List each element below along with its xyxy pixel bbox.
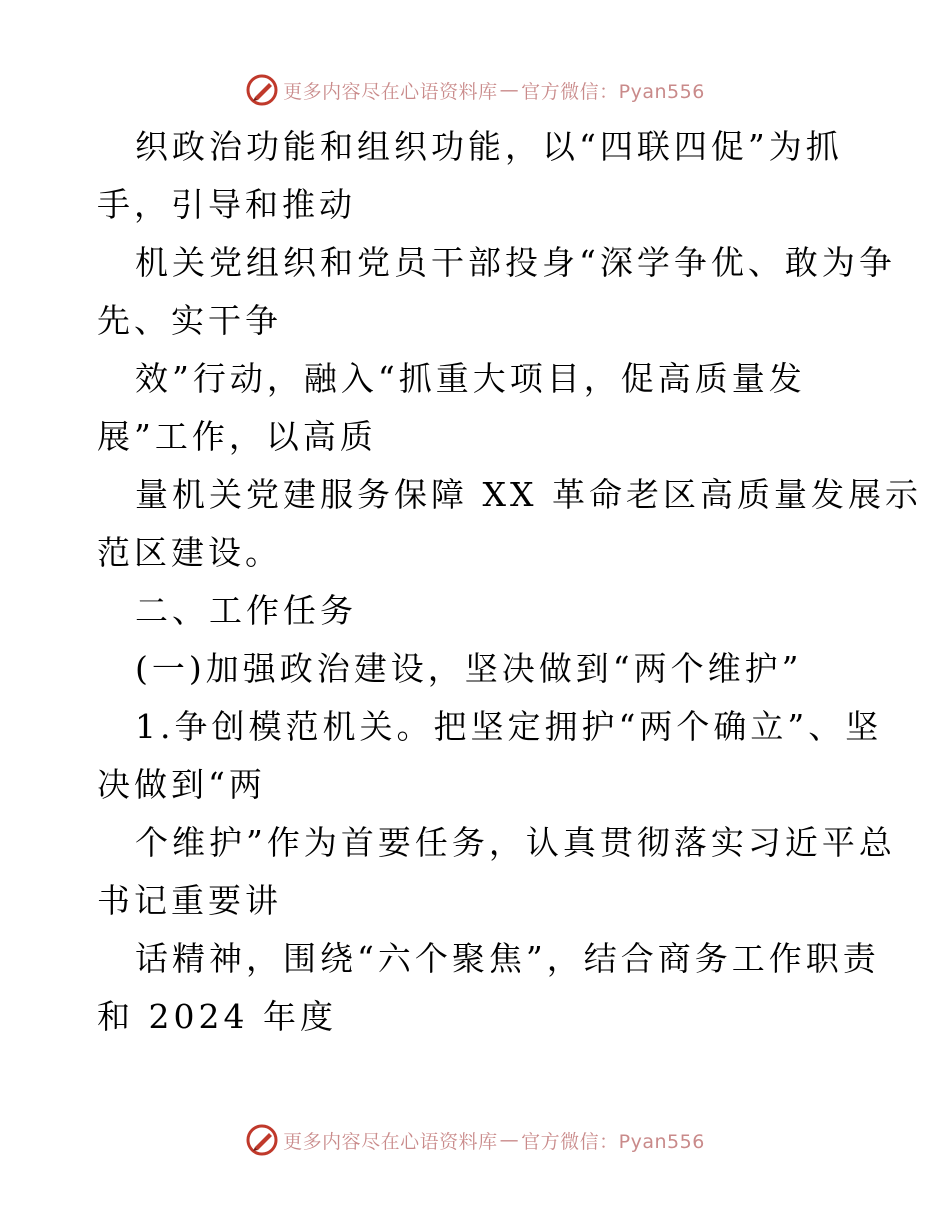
watermark-text: 更多内容尽在心语资料库 <box>283 1130 498 1153</box>
watermark-wechat: 官方微信：Pyan556 <box>521 1130 705 1153</box>
pen-logo-icon <box>245 73 279 107</box>
text-line: 书记重要讲 <box>97 881 282 920</box>
text-line: 效”行动，融入“抓重大项目，促高质量发 <box>135 359 806 398</box>
watermark-wechat: 官方微信：Pyan556 <box>521 80 705 103</box>
text-line: 织政治功能和组织功能，以“四联四促”为抓 <box>135 127 843 166</box>
text-line: 量机关党建服务保障 XX 革命老区高质量发展示 <box>135 475 922 514</box>
document-body <box>97 118 922 1046</box>
section-heading: 二、工作任务 <box>135 591 357 630</box>
text-line: 手，引导和推动 <box>97 185 356 224</box>
pen-logo-icon <box>245 1123 279 1157</box>
watermark-dash: — <box>499 1129 520 1151</box>
subsection-heading: (一)加强政治建设，坚决做到“两个维护” <box>135 649 803 688</box>
text-line: 范区建设。 <box>97 533 282 572</box>
text-line: 话精神，围绕“六个聚焦”，结合商务工作职责 <box>135 939 880 978</box>
watermark-dash: — <box>499 79 520 101</box>
text-line: 机关党组织和党员干部投身“深学争优、敢为争 <box>135 243 896 282</box>
watermark-text: 更多内容尽在心语资料库 <box>283 80 498 103</box>
header-watermark <box>0 70 950 110</box>
text-line: 1.争创模范机关。把坚定拥护“两个确立”、坚 <box>135 707 883 746</box>
footer-watermark <box>0 1120 950 1160</box>
text-line: 先、实干争 <box>97 301 282 340</box>
text-line: 个维护”作为首要任务，认真贯彻落实习近平总 <box>135 823 896 862</box>
text-line: 展”工作，以高质 <box>97 417 377 456</box>
text-line: 决做到“两 <box>97 765 266 804</box>
text-line: 和 2024 年度 <box>97 997 337 1036</box>
